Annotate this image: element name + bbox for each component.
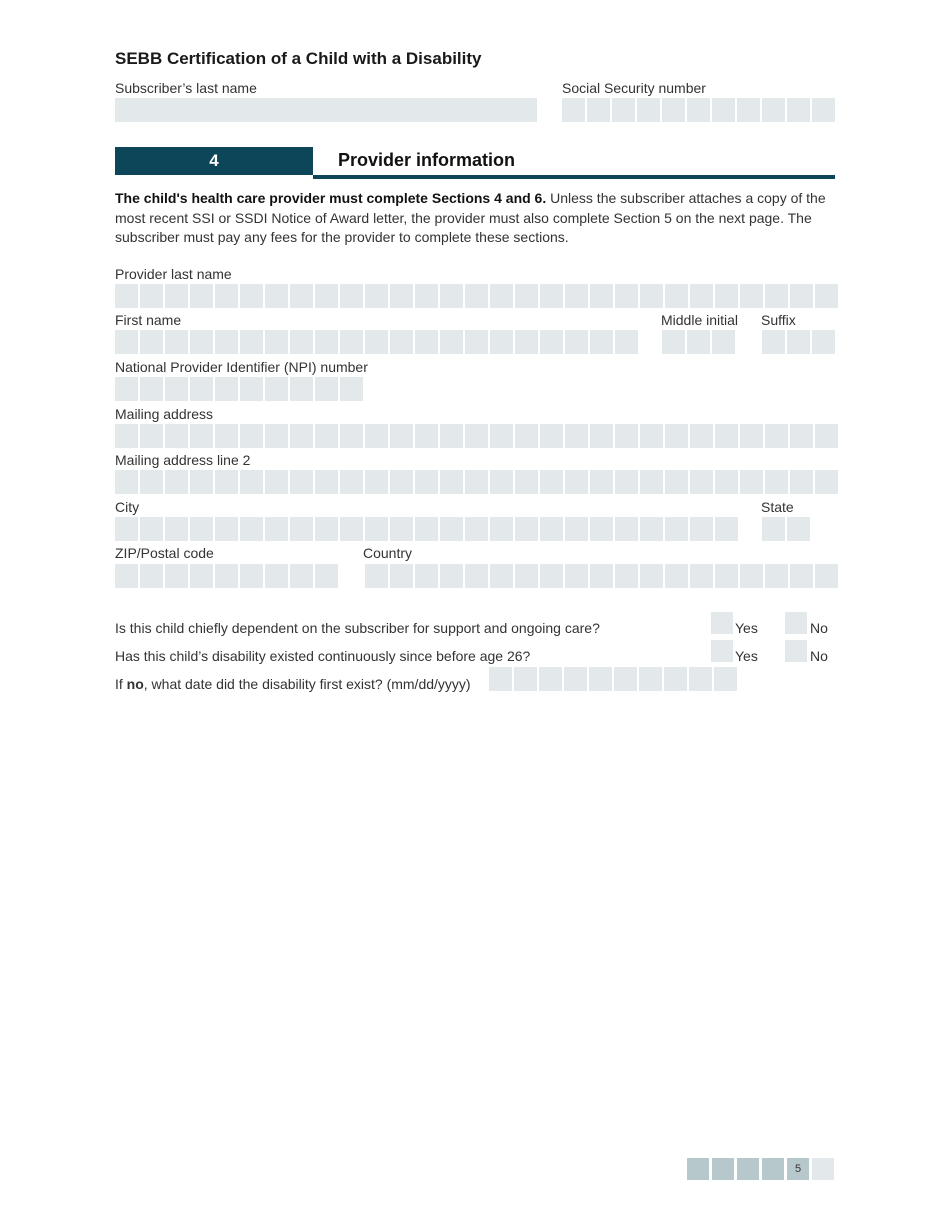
section-title: Provider information <box>338 150 516 170</box>
character-cell[interactable] <box>790 424 813 448</box>
disability-age-no-checkbox[interactable] <box>785 640 807 662</box>
first-name-label: First name <box>115 312 182 328</box>
middle-initial-input[interactable] <box>662 330 737 354</box>
character-cell[interactable] <box>190 424 213 448</box>
character-cell[interactable] <box>340 470 363 494</box>
character-cell[interactable] <box>612 98 635 122</box>
character-cell[interactable] <box>215 377 238 401</box>
section-header <box>115 147 835 179</box>
character-cell[interactable] <box>787 517 810 541</box>
section-divider <box>313 175 835 179</box>
character-cell[interactable] <box>340 517 363 541</box>
character-cell[interactable] <box>315 377 338 401</box>
character-cell[interactable] <box>615 517 638 541</box>
character-cell[interactable] <box>565 330 588 354</box>
state-input[interactable] <box>762 517 812 541</box>
character-cell[interactable] <box>665 470 688 494</box>
character-cell[interactable] <box>265 470 288 494</box>
form-title: SEBB Certification of a Child with a Disability <box>115 49 482 68</box>
character-cell[interactable] <box>265 284 288 308</box>
character-cell[interactable] <box>365 284 388 308</box>
q3-prefix: If <box>115 676 127 692</box>
character-cell[interactable] <box>190 377 213 401</box>
character-cell[interactable] <box>565 517 588 541</box>
character-cell[interactable] <box>140 377 163 401</box>
character-cell[interactable] <box>565 284 588 308</box>
character-cell[interactable] <box>615 470 638 494</box>
character-cell[interactable] <box>290 470 313 494</box>
mailing-address-label: Mailing address <box>115 406 214 422</box>
character-cell[interactable] <box>315 470 338 494</box>
character-cell[interactable] <box>215 517 238 541</box>
character-cell[interactable] <box>215 424 238 448</box>
character-cell[interactable] <box>715 470 738 494</box>
character-cell[interactable] <box>589 667 612 691</box>
character-cell[interactable] <box>115 564 138 588</box>
character-cell[interactable] <box>790 564 813 588</box>
section-number: 4 <box>115 147 313 175</box>
character-cell[interactable] <box>315 517 338 541</box>
character-cell[interactable] <box>614 667 637 691</box>
character-cell[interactable] <box>615 284 638 308</box>
character-cell[interactable] <box>290 284 313 308</box>
character-cell[interactable] <box>415 564 438 588</box>
character-cell[interactable] <box>665 424 688 448</box>
character-cell[interactable] <box>190 470 213 494</box>
provider-last-name-label: Provider last name <box>115 266 232 282</box>
dependency-yes-label: Yes <box>735 620 758 636</box>
character-cell[interactable] <box>140 424 163 448</box>
character-cell[interactable] <box>165 517 188 541</box>
character-cell[interactable] <box>790 284 813 308</box>
character-cell[interactable] <box>440 517 463 541</box>
character-cell[interactable] <box>390 517 413 541</box>
character-cell[interactable] <box>165 564 188 588</box>
subscriber-last-name-input[interactable] <box>115 98 537 122</box>
character-cell[interactable] <box>812 98 835 122</box>
character-cell[interactable] <box>140 564 163 588</box>
character-cell[interactable] <box>690 424 713 448</box>
character-cell[interactable] <box>440 564 463 588</box>
character-cell[interactable] <box>762 98 785 122</box>
character-cell[interactable] <box>415 424 438 448</box>
character-cell[interactable] <box>640 424 663 448</box>
character-cell[interactable] <box>215 330 238 354</box>
zip-input[interactable] <box>115 564 340 588</box>
character-cell[interactable] <box>715 564 738 588</box>
mailing-address-input[interactable] <box>115 424 840 448</box>
character-cell[interactable] <box>365 330 388 354</box>
q3-bold: no <box>126 676 144 692</box>
character-cell[interactable] <box>190 330 213 354</box>
character-cell[interactable] <box>415 517 438 541</box>
character-cell[interactable] <box>640 470 663 494</box>
character-cell[interactable] <box>737 98 760 122</box>
intro-text: Unless the subscriber attaches a copy of the most recent SSI or SSDI Notice of Award letter, the provider must also complete Section 5 on the next page. The subscriber must pay any fees for the provider to complete these sections. <box>115 190 826 245</box>
ssn-input[interactable] <box>562 98 837 122</box>
character-cell[interactable] <box>465 424 488 448</box>
character-cell[interactable] <box>240 470 263 494</box>
country-input[interactable] <box>365 564 840 588</box>
character-cell[interactable] <box>690 564 713 588</box>
character-cell[interactable] <box>590 284 613 308</box>
character-cell[interactable] <box>540 424 563 448</box>
character-cell[interactable] <box>265 424 288 448</box>
disability-age-yes-label: Yes <box>735 648 758 664</box>
character-cell[interactable] <box>637 98 660 122</box>
character-cell[interactable] <box>565 564 588 588</box>
character-cell[interactable] <box>664 667 687 691</box>
character-cell[interactable] <box>115 377 138 401</box>
character-cell[interactable] <box>515 330 538 354</box>
character-cell[interactable] <box>815 284 838 308</box>
character-cell[interactable] <box>514 667 537 691</box>
page-indicator-4 <box>762 1158 784 1180</box>
page-number: 5 <box>787 1158 809 1180</box>
character-cell[interactable] <box>390 284 413 308</box>
mailing-address-2-label: Mailing address line 2 <box>115 452 251 468</box>
character-cell[interactable] <box>714 667 737 691</box>
character-cell[interactable] <box>390 470 413 494</box>
character-cell[interactable] <box>440 330 463 354</box>
intro-bold-text: The child's health care provider must complete Sections 4 and 6. <box>115 190 547 206</box>
character-cell[interactable] <box>365 424 388 448</box>
character-cell[interactable] <box>315 424 338 448</box>
character-cell[interactable] <box>440 424 463 448</box>
character-cell[interactable] <box>639 667 662 691</box>
character-cell[interactable] <box>540 470 563 494</box>
character-cell[interactable] <box>215 284 238 308</box>
character-cell[interactable] <box>687 98 710 122</box>
character-cell[interactable] <box>540 284 563 308</box>
character-cell[interactable] <box>290 517 313 541</box>
dependency-question: Is this child chiefly dependent on the subscriber for support and ongoing care? <box>115 620 600 636</box>
character-cell[interactable] <box>165 424 188 448</box>
character-cell[interactable] <box>290 377 313 401</box>
character-cell[interactable] <box>390 330 413 354</box>
mailing-address-2-input[interactable] <box>115 470 840 494</box>
character-cell[interactable] <box>190 564 213 588</box>
city-label: City <box>115 499 140 515</box>
dependency-yes-checkbox[interactable] <box>711 612 733 634</box>
character-cell[interactable] <box>240 377 263 401</box>
character-cell[interactable] <box>290 330 313 354</box>
page-indicator-1 <box>687 1158 709 1180</box>
character-cell[interactable] <box>562 98 585 122</box>
character-cell[interactable] <box>315 284 338 308</box>
character-cell[interactable] <box>315 564 338 588</box>
character-cell[interactable] <box>415 470 438 494</box>
character-cell[interactable] <box>740 564 763 588</box>
ssn-label: Social Security number <box>562 80 706 96</box>
character-cell[interactable] <box>140 330 163 354</box>
state-label: State <box>761 499 794 515</box>
character-cell[interactable] <box>240 330 263 354</box>
character-cell[interactable] <box>590 470 613 494</box>
character-cell[interactable] <box>740 284 763 308</box>
character-cell[interactable] <box>240 284 263 308</box>
character-cell[interactable] <box>665 517 688 541</box>
character-cell[interactable] <box>687 330 710 354</box>
character-cell[interactable] <box>812 330 835 354</box>
character-cell[interactable] <box>340 377 363 401</box>
character-cell[interactable] <box>690 284 713 308</box>
character-cell[interactable] <box>565 470 588 494</box>
character-cell[interactable] <box>790 470 813 494</box>
character-cell[interactable] <box>465 284 488 308</box>
first-name-input[interactable] <box>115 330 640 354</box>
character-cell[interactable] <box>115 424 138 448</box>
character-cell[interactable] <box>765 470 788 494</box>
character-cell[interactable] <box>489 667 512 691</box>
suffix-input[interactable] <box>762 330 837 354</box>
character-cell[interactable] <box>240 564 263 588</box>
middle-initial-label: Middle initial <box>661 312 739 328</box>
npi-input[interactable] <box>115 377 365 401</box>
character-cell[interactable] <box>115 330 138 354</box>
character-cell[interactable] <box>465 330 488 354</box>
character-cell[interactable] <box>415 330 438 354</box>
character-cell[interactable] <box>390 564 413 588</box>
character-cell[interactable] <box>340 424 363 448</box>
character-cell[interactable] <box>465 517 488 541</box>
character-cell[interactable] <box>140 517 163 541</box>
character-cell[interactable] <box>762 517 785 541</box>
character-cell[interactable] <box>290 564 313 588</box>
character-cell[interactable] <box>165 330 188 354</box>
character-cell[interactable] <box>490 564 513 588</box>
q3-rest: , what date did the disability first exist? (mm/dd/yyyy) <box>143 676 471 692</box>
page-indicator-6 <box>812 1158 834 1180</box>
page-indicator-2 <box>712 1158 734 1180</box>
character-cell[interactable] <box>740 424 763 448</box>
city-input[interactable] <box>115 517 740 541</box>
character-cell[interactable] <box>490 424 513 448</box>
character-cell[interactable] <box>115 517 138 541</box>
character-cell[interactable] <box>265 564 288 588</box>
character-cell[interactable] <box>715 284 738 308</box>
character-cell[interactable] <box>564 667 587 691</box>
character-cell[interactable] <box>615 564 638 588</box>
character-cell[interactable] <box>690 517 713 541</box>
character-cell[interactable] <box>290 424 313 448</box>
character-cell[interactable] <box>590 517 613 541</box>
page-indicator-3 <box>737 1158 759 1180</box>
character-cell[interactable] <box>662 98 685 122</box>
character-cell[interactable] <box>640 284 663 308</box>
character-cell[interactable] <box>515 470 538 494</box>
character-cell[interactable] <box>490 284 513 308</box>
character-cell[interactable] <box>765 424 788 448</box>
character-cell[interactable] <box>415 284 438 308</box>
character-cell[interactable] <box>190 517 213 541</box>
subscriber-last-name-label: Subscriber’s last name <box>115 80 257 96</box>
character-cell[interactable] <box>540 517 563 541</box>
character-cell[interactable] <box>539 667 562 691</box>
character-cell[interactable] <box>490 470 513 494</box>
character-cell[interactable] <box>762 330 785 354</box>
character-cell[interactable] <box>640 517 663 541</box>
character-cell[interactable] <box>765 284 788 308</box>
character-cell[interactable] <box>615 424 638 448</box>
disability-age-no-label: No <box>810 648 828 664</box>
character-cell[interactable] <box>665 564 688 588</box>
character-cell[interactable] <box>712 98 735 122</box>
character-cell[interactable] <box>540 330 563 354</box>
character-cell[interactable] <box>315 330 338 354</box>
character-cell[interactable] <box>465 470 488 494</box>
character-cell[interactable] <box>190 284 213 308</box>
character-cell[interactable] <box>615 330 638 354</box>
character-cell[interactable] <box>815 424 838 448</box>
character-cell[interactable] <box>465 564 488 588</box>
character-cell[interactable] <box>515 564 538 588</box>
character-cell[interactable] <box>365 517 388 541</box>
character-cell[interactable] <box>265 330 288 354</box>
character-cell[interactable] <box>715 517 738 541</box>
character-cell[interactable] <box>240 424 263 448</box>
character-cell[interactable] <box>490 517 513 541</box>
character-cell[interactable] <box>340 284 363 308</box>
character-cell[interactable] <box>740 470 763 494</box>
disability-age-question: Has this child’s disability existed continuously since before age 26? <box>115 648 531 664</box>
character-cell[interactable] <box>640 564 663 588</box>
character-cell[interactable] <box>390 424 413 448</box>
disability-date-question <box>115 676 471 692</box>
character-cell[interactable] <box>515 517 538 541</box>
suffix-label: Suffix <box>761 312 796 328</box>
character-cell[interactable] <box>590 424 613 448</box>
character-cell[interactable] <box>365 470 388 494</box>
character-cell[interactable] <box>587 98 610 122</box>
character-cell[interactable] <box>565 424 588 448</box>
zip-label: ZIP/Postal code <box>115 545 214 561</box>
character-cell[interactable] <box>815 470 838 494</box>
character-cell[interactable] <box>240 517 263 541</box>
character-cell[interactable] <box>662 330 685 354</box>
character-cell[interactable] <box>115 470 138 494</box>
character-cell[interactable] <box>690 470 713 494</box>
character-cell[interactable] <box>165 470 188 494</box>
country-label: Country <box>363 545 413 561</box>
character-cell[interactable] <box>115 284 138 308</box>
character-cell[interactable] <box>689 667 712 691</box>
character-cell[interactable] <box>140 470 163 494</box>
character-cell[interactable] <box>540 564 563 588</box>
character-cell[interactable] <box>165 377 188 401</box>
character-cell[interactable] <box>590 564 613 588</box>
character-cell[interactable] <box>515 424 538 448</box>
character-cell[interactable] <box>265 377 288 401</box>
character-cell[interactable] <box>165 284 188 308</box>
character-cell[interactable] <box>140 284 163 308</box>
npi-label: National Provider Identifier (NPI) number <box>115 359 368 375</box>
character-cell[interactable] <box>815 564 838 588</box>
character-cell[interactable] <box>365 564 388 588</box>
character-cell[interactable] <box>590 330 613 354</box>
provider-last-name-input[interactable] <box>115 284 840 308</box>
character-cell[interactable] <box>265 517 288 541</box>
character-cell[interactable] <box>765 564 788 588</box>
character-cell[interactable] <box>712 330 735 354</box>
character-cell[interactable] <box>715 424 738 448</box>
disability-date-input[interactable] <box>489 667 739 691</box>
character-cell[interactable] <box>340 330 363 354</box>
character-cell[interactable] <box>215 470 238 494</box>
character-cell[interactable] <box>440 284 463 308</box>
character-cell[interactable] <box>215 564 238 588</box>
disability-age-yes-checkbox[interactable] <box>711 640 733 662</box>
character-cell[interactable] <box>787 98 810 122</box>
character-cell[interactable] <box>490 330 513 354</box>
section-intro <box>115 189 835 248</box>
character-cell[interactable] <box>515 284 538 308</box>
character-cell[interactable] <box>665 284 688 308</box>
dependency-no-label: No <box>810 620 828 636</box>
character-cell[interactable] <box>787 330 810 354</box>
dependency-no-checkbox[interactable] <box>785 612 807 634</box>
character-cell[interactable] <box>440 470 463 494</box>
